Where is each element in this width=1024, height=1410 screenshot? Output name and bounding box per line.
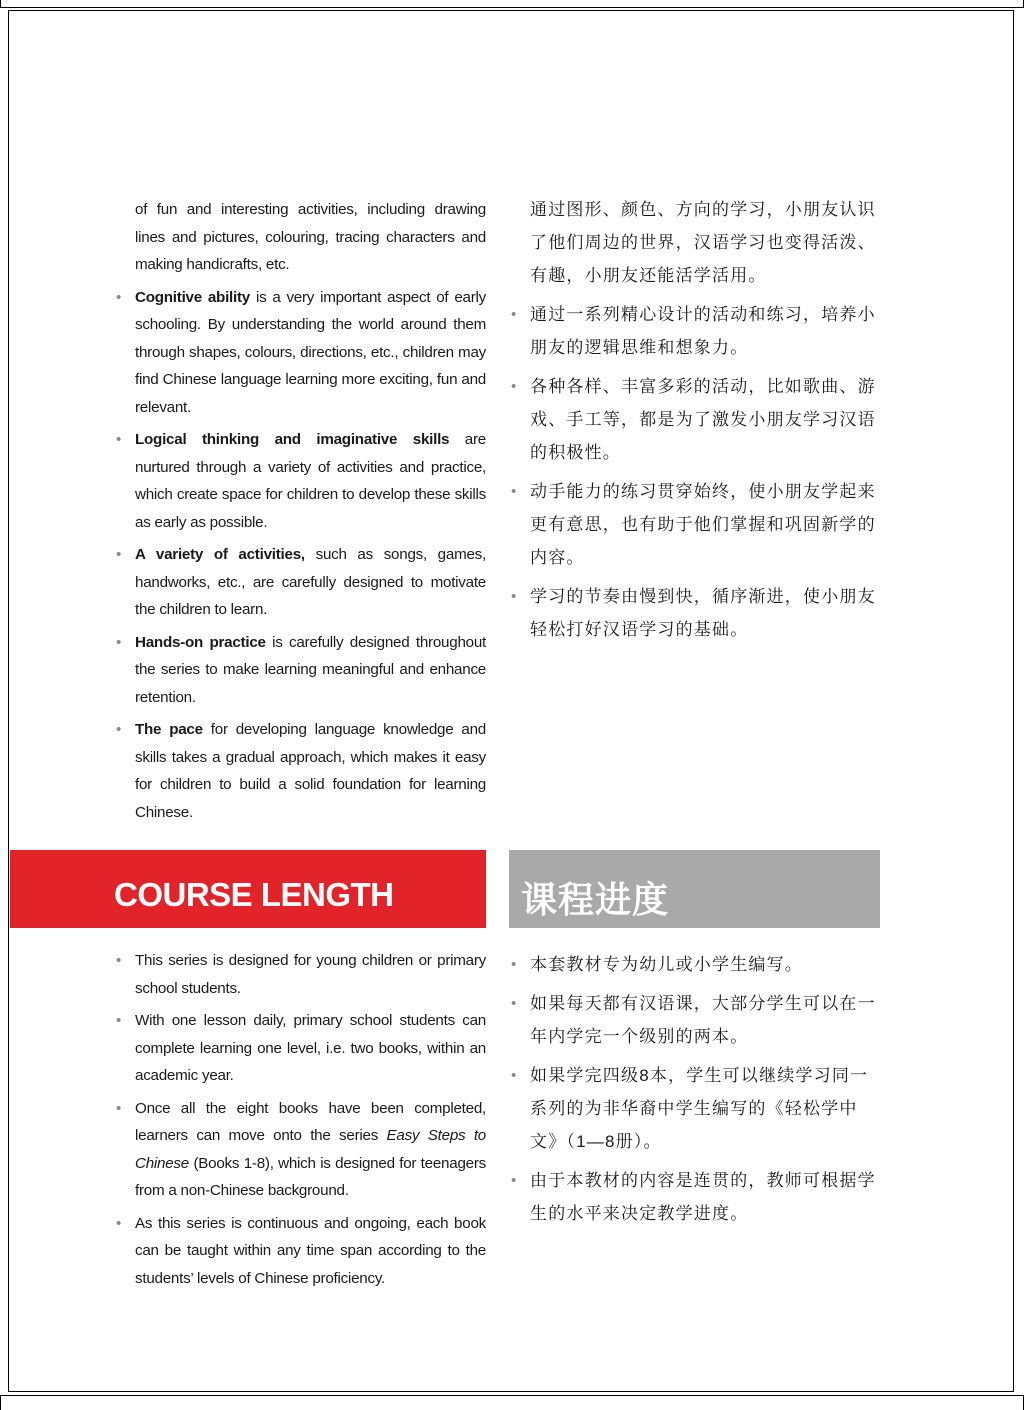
list-item bbox=[116, 1095, 486, 1205]
series-title: Easy Steps to Chinese bbox=[135, 1127, 486, 1172]
bullet-icon: • bbox=[116, 546, 122, 563]
list-item bbox=[116, 1210, 486, 1293]
en-course-length-list bbox=[116, 947, 486, 1292]
course-length-text: As this series is continuous and ongoing, each book can be taught within any time span according to the students’ levels of Chinese proficiency. bbox=[135, 1214, 486, 1287]
course-length-text: (Books 1-8), which is designed for teenagers from a non-Chinese background. bbox=[135, 1154, 486, 1199]
feature-text: is a very important aspect of early schooling. By understanding the world around them through shapes, colours, directions, etc., children may find Chinese language learning more exciting, fun and relevant. bbox=[135, 288, 486, 416]
list-item bbox=[511, 298, 882, 364]
zh-course-length-column bbox=[511, 948, 882, 1230]
feature-title: A variety of activities, bbox=[135, 546, 305, 563]
course-length-text: This series is designed for young children or primary school students. bbox=[135, 952, 486, 997]
zh-feature-text: 通过一系列精心设计的活动和练习，培养小朋友的逻辑思维和想象力。 bbox=[530, 305, 876, 357]
zh-course-length-text: 本套教材专为幼儿或小学生编写。 bbox=[530, 955, 803, 974]
en-features-column bbox=[116, 196, 487, 826]
zh-course-length-list bbox=[511, 948, 882, 1230]
bullet-icon: • bbox=[511, 956, 518, 973]
zh-feature-list bbox=[511, 298, 882, 646]
zh-features-column bbox=[511, 193, 882, 646]
feature-text: such as songs, games, handworks, etc., are carefully designed to motivate the children to learn. bbox=[135, 546, 486, 618]
zh-course-length-text: 如果每天都有汉语课，大部分学生可以在一年内学完一个级别的两本。 bbox=[530, 994, 876, 1046]
list-item bbox=[116, 716, 486, 826]
zh-feature-text: 学习的节奏由慢到快，循序渐进，使小朋友轻松打好汉语学习的基础。 bbox=[530, 587, 876, 639]
bullet-icon: • bbox=[116, 1099, 122, 1117]
bullet-icon: • bbox=[511, 378, 518, 395]
bullet-icon: • bbox=[511, 588, 518, 605]
en-course-length-column bbox=[116, 947, 486, 1292]
course-progress-heading: 课程进度 bbox=[521, 880, 670, 921]
en-intro-continuation: of fun and interesting activities, including drawing lines and pictures, colouring, tracing characters and making handicrafts, etc. bbox=[135, 201, 486, 273]
bullet-icon: • bbox=[511, 306, 518, 323]
en-feature-list bbox=[116, 284, 487, 827]
list-item bbox=[116, 1007, 486, 1090]
bullet-icon: • bbox=[116, 288, 122, 306]
course-length-text: Once all the eight books have been completed, learners can move onto the series bbox=[135, 1099, 486, 1144]
course-length-heading: COURSE LENGTH bbox=[114, 876, 394, 913]
feature-title: Logical thinking and imaginative skills bbox=[135, 431, 450, 448]
feature-title: Cognitive ability bbox=[135, 288, 251, 306]
list-item bbox=[511, 1059, 882, 1158]
list-item bbox=[511, 1164, 882, 1230]
list-item bbox=[511, 948, 882, 981]
bullet-icon: • bbox=[116, 633, 122, 651]
bullet-icon: • bbox=[116, 721, 122, 738]
list-item bbox=[116, 426, 487, 536]
bullet-icon: • bbox=[116, 431, 122, 448]
top-frame-border bbox=[0, 0, 1024, 8]
list-item bbox=[511, 987, 882, 1053]
course-length-heading-banner bbox=[10, 850, 486, 928]
list-item bbox=[116, 629, 487, 712]
list-item bbox=[511, 580, 882, 646]
bullet-icon: • bbox=[511, 1172, 518, 1189]
bullet-icon: • bbox=[511, 1067, 518, 1084]
feature-title: The pace bbox=[135, 721, 203, 738]
list-item bbox=[511, 475, 882, 574]
bullet-icon: • bbox=[116, 1012, 122, 1029]
bullet-icon: • bbox=[511, 483, 518, 500]
list-item bbox=[511, 370, 882, 469]
bullet-icon: • bbox=[511, 995, 518, 1012]
bullet-icon: • bbox=[116, 1214, 122, 1232]
course-length-text: With one lesson daily, primary school students can complete learning one level, i.e. two books, within an academic year. bbox=[135, 1012, 486, 1084]
bottom-frame-border bbox=[0, 1395, 1024, 1410]
list-item bbox=[116, 541, 486, 624]
course-progress-heading-banner bbox=[509, 850, 880, 928]
feature-text: is carefully designed throughout the series to make learning meaningful and enhance retention. bbox=[135, 633, 487, 706]
zh-course-length-text: 由于本教材的内容是连贯的，教师可根据学生的水平来决定教学进度。 bbox=[530, 1171, 876, 1223]
zh-feature-text: 各种各样、丰富多彩的活动，比如歌曲、游戏、手工等，都是为了激发小朋友学习汉语的积极性。 bbox=[530, 377, 876, 462]
feature-text: for developing language knowledge and skills takes a gradual approach, which makes it easy for children to build a solid foundation for learning Chinese. bbox=[135, 721, 486, 821]
zh-course-length-text: 如果学完四级8本，学生可以继续学习同一系列的为非华裔中学生编写的《轻松学中文》（1—8册）。 bbox=[530, 1066, 869, 1151]
bullet-icon: • bbox=[116, 952, 122, 969]
zh-feature-text: 动手能力的练习贯穿始终，使小朋友学起来更有意思，也有助于他们掌握和巩固新学的内容。 bbox=[530, 482, 876, 567]
zh-intro-continuation: 通过图形、颜色、方向的学习，小朋友认识了他们周边的世界，汉语学习也变得活泼、有趣，小朋友还能活学活用。 bbox=[530, 200, 876, 285]
list-item bbox=[116, 284, 486, 422]
list-item bbox=[116, 947, 486, 1002]
feature-text: are nurtured through a variety of activities and practice, which create space for children to develop these skills as early as possible. bbox=[135, 431, 487, 531]
feature-title: Hands-on practice bbox=[135, 633, 266, 651]
